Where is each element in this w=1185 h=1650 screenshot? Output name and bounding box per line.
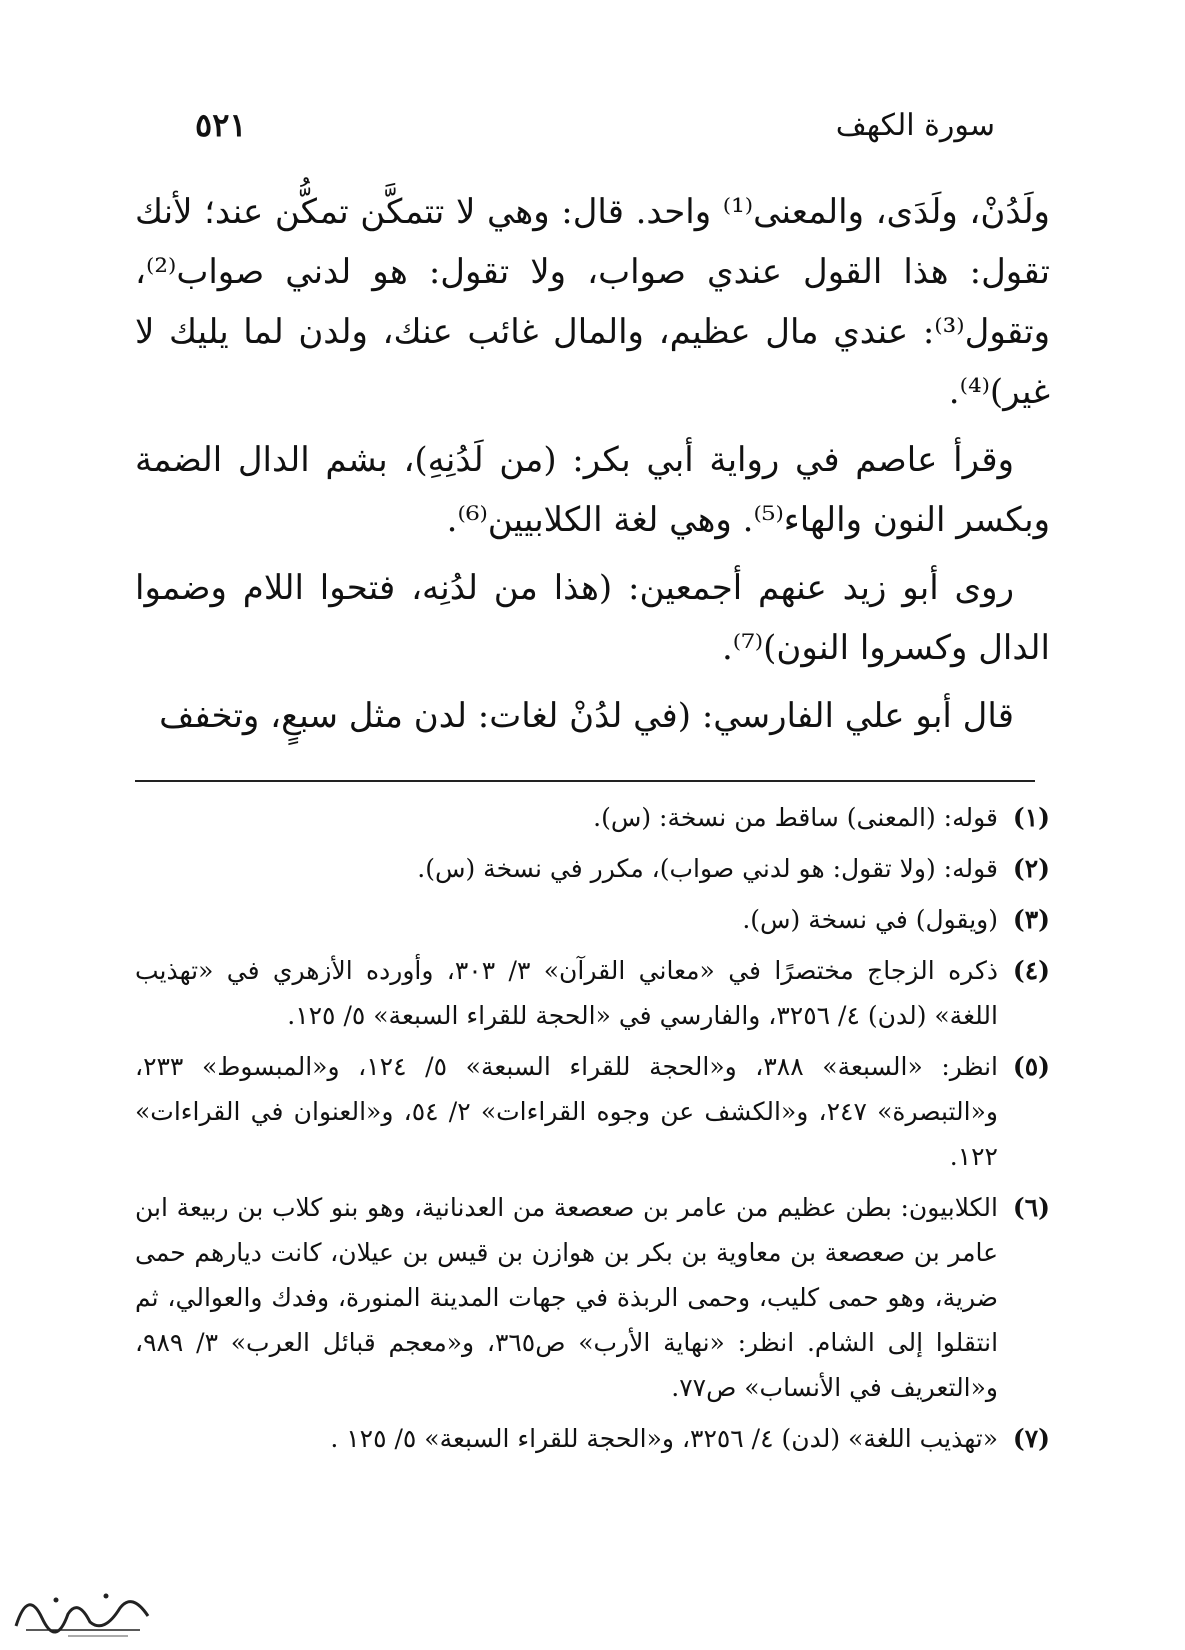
paragraph: روى أبو زيد عنهم أجمعين: (هذا من لدُنِه، فتحوا اللام وضموا الدال وكسروا النون)⁽⁷⁾. — [135, 568, 1050, 668]
page-number: ٥٢١ — [195, 106, 247, 144]
main-text — [135, 182, 1050, 754]
surah-title: سورة الكهف — [835, 107, 995, 143]
footnote — [135, 1185, 1050, 1410]
paragraph: ولَدُنْ، ولَدَى، والمعنى⁽¹⁾ واحد. قال: وهي لا تتمكَّن تمكُّن عند؛ لأنك تقول: هذا القول عندي صواب، ولا تقول: هو لدني صواب⁽²⁾، وتقول⁽³⁾: عندي مال عظيم، والمال غائب عنك، ولدن لما يليك لا غير)⁽⁴⁾. — [135, 192, 1050, 412]
footnote-number: (١) — [1012, 803, 1050, 832]
footnote — [135, 795, 1050, 840]
footnote-number: (٥) — [1012, 1052, 1050, 1081]
footnote-number: (٧) — [1012, 1424, 1050, 1453]
calligraphy-logo-icon — [8, 1578, 158, 1642]
footnotes — [135, 795, 1050, 1467]
footnote-number: (٢) — [1012, 854, 1050, 883]
page-header — [195, 100, 995, 150]
footnote-number: (٤) — [1012, 956, 1050, 985]
footnote-number: (٣) — [1012, 905, 1050, 934]
footnote-text: الكلابيون: بطن عظيم من عامر بن صعصعة من العدنانية، وهو بنو كلاب بن ربيعة ابن عامر بن صعصعة بن معاوية بن بكر بن هوازن بن قيس بن عيلان، كانت ديارهم حمى ضرية، وهو حمى كليب، وحمى الربذة في جهات المدينة المنورة، وفدك والعوالي، ثم انتقلوا إلى الشام. انظر: «نهاية الأرب» ص٣٦٥، و«معجم قبائل العرب» ٣/ ٩٨٩، و«التعريف في الأنساب» ص٧٧. — [135, 1193, 999, 1402]
footnote — [135, 948, 1050, 1038]
footnote-text: انظر: «السبعة» ٣٨٨، و«الحجة للقراء السبعة» ٥/ ١٢٤، و«المبسوط» ٢٣٣، و«التبصرة» ٢٤٧، و«الكشف عن وجوه القراءات» ٢/ ٥٤، و«العنوان في القراءات» ١٢٢. — [135, 1052, 998, 1171]
footnote-text: قوله: (المعنى) ساقط من نسخة: (س). — [593, 803, 998, 832]
footnote — [135, 1416, 1050, 1461]
footnote — [135, 846, 1050, 891]
footnote-number: (٦) — [1012, 1193, 1050, 1222]
footnote — [135, 897, 1050, 942]
paragraph: قال أبو علي الفارسي: (في لدُنْ لغات: لدن مثل سبعٍ، وتخفف — [159, 696, 1014, 736]
footnote-text: (ويقول) في نسخة (س). — [742, 905, 998, 934]
footnote-text: «تهذيب اللغة» (لدن) ٤/ ٣٢٥٦، و«الحجة للقراء السبعة» ٥/ ١٢٥ . — [330, 1424, 998, 1453]
footnote — [135, 1044, 1050, 1179]
paragraph: وقرأ عاصم في رواية أبي بكر: (من لَدُنِهِ)، بشم الدال الضمة وبكسر النون والهاء⁽⁵⁾. وهي لغة الكلابيين⁽⁶⁾. — [135, 440, 1050, 540]
footnote-divider — [135, 780, 1035, 782]
footnote-text: قوله: (ولا تقول: هو لدني صواب)، مكرر في نسخة (س). — [417, 854, 998, 883]
footnote-text: ذكره الزجاج مختصرًا في «معاني القرآن» ٣/ ٣٠٣، وأورده الأزهري في «تهذيب اللغة» (لدن) ٤/ ٣٢٥٦، والفارسي في «الحجة للقراء السبعة» ٥/ ١٢٥. — [135, 956, 999, 1030]
